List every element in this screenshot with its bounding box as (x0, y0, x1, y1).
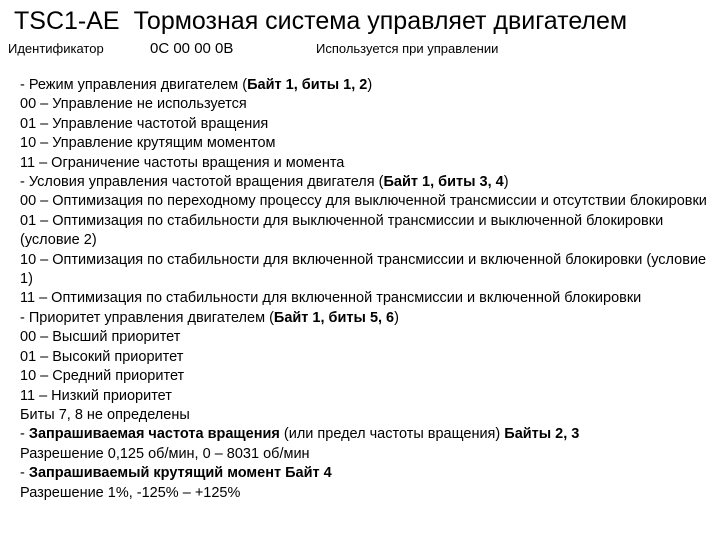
priority-heading: - Приоритет управления двигателем (Байт 1, биты 5, 6) (20, 309, 399, 326)
page-title (14, 6, 627, 36)
conditions-heading: - Условия управления частотой вращения двигателя (Байт 1, биты 3, 4) (20, 174, 509, 191)
priority-option: 11 – Низкий приоритет (20, 387, 172, 404)
conditions-option: 00 – Оптимизация по переходному процессу для выключенной трансмиссии и отсутствии блокировки (20, 193, 707, 210)
undefined-bits-note: Биты 7, 8 не определены (20, 406, 190, 423)
torque-name: Запрашиваемый крутящий момент Байт 4 (28, 465, 332, 482)
mode-byte-ref: Байт 1, биты 1, 2 (247, 77, 368, 93)
conditions-option: 10 – Оптимизация по стабильности для включенной трансмиссии и включенной блокировки (условие 1) (20, 251, 707, 288)
speed-byte-ref: Байты 2, 3 (504, 426, 580, 443)
conditions-byte-ref: Байт 1, биты 3, 4 (383, 174, 504, 191)
priority-option: 01 – Высокий приоритет (20, 348, 184, 365)
priority-byte-ref: Байт 1, биты 5, 6 (273, 309, 395, 326)
mode-option: 01 – Управление частотой вращения (20, 115, 269, 132)
conditions-option: 11 – Оптимизация по стабильности для включенной трансмиссии и включенной блокировки (20, 290, 642, 307)
message-code: TSC1-AE (14, 7, 120, 35)
mode-option: 00 – Управление не используется (20, 96, 247, 113)
identifier-label: Идентификатор (8, 41, 104, 56)
speed-resolution: Разрешение 0,125 об/мин, 0 – 8031 об/мин (20, 445, 310, 462)
identifier-value: 0C 00 00 0B (150, 40, 234, 57)
mode-heading: - Режим управления двигателем (Байт 1, биты 1, 2) (20, 77, 373, 93)
priority-option: 00 – Высший приоритет (20, 329, 181, 346)
speed-heading: - Запрашиваемая частота вращения (или предел частоты вращения) Байты 2, 3 (20, 426, 580, 443)
mode-option: 11 – Ограничение частоты вращения и момента (20, 154, 345, 171)
message-name: Тормозная система управляет двигателем (133, 7, 628, 35)
mode-option: 10 – Управление крутящим моментом (20, 135, 276, 152)
torque-heading: - Запрашиваемый крутящий момент Байт 4 (20, 465, 332, 482)
conditions-option: 01 – Оптимизация по стабильности для выключенной трансмиссии и выключенной блокировки (условие 2) (20, 212, 664, 249)
priority-option: 10 – Средний приоритет (20, 368, 185, 385)
torque-resolution: Разрешение 1%, -125% – +125% (20, 484, 241, 501)
usage-note: Используется при управлении (316, 41, 499, 56)
message-description (20, 76, 714, 503)
speed-name: Запрашиваемая частота вращения (28, 426, 280, 443)
